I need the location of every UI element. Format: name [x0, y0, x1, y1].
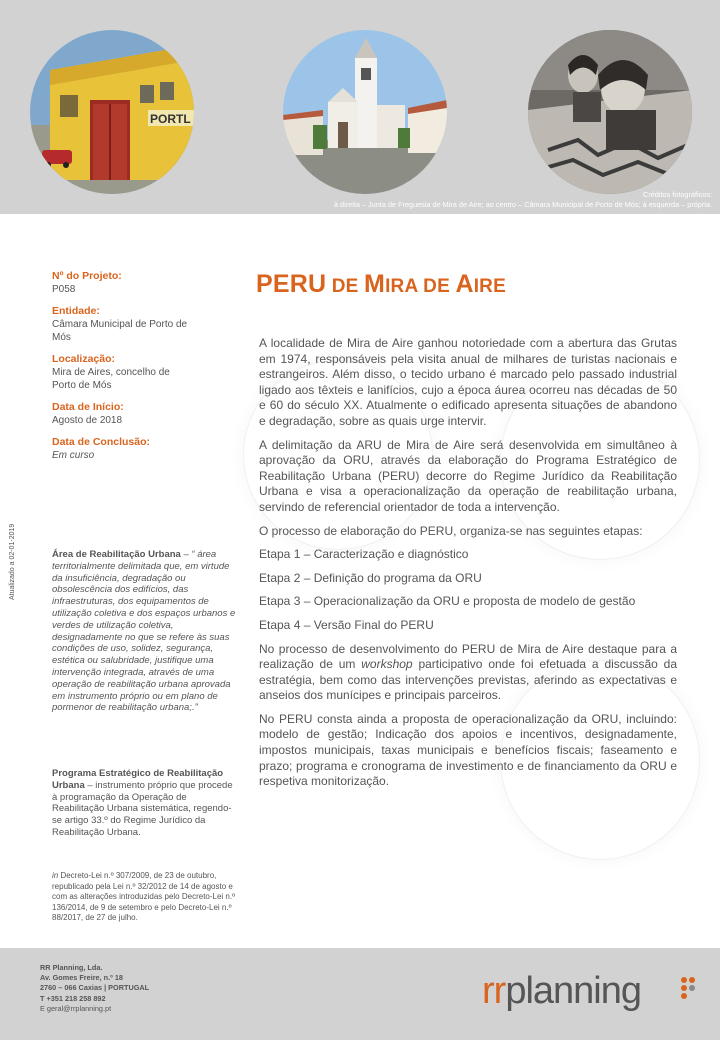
legal-reference	[52, 871, 237, 924]
project-number-value: P058	[52, 284, 76, 295]
header-photo-band	[0, 0, 720, 214]
stage-3: Etapa 3 – Operacionalização da ORU e proposta de modelo de gestão	[259, 594, 636, 609]
footer	[0, 948, 720, 1040]
peru-title: Programa Estratégico de Reabilitação Urbana	[52, 768, 224, 791]
title-part: M	[364, 270, 386, 298]
end-date-value: Em curso	[52, 450, 95, 461]
project-meta	[52, 270, 237, 462]
process-paragraph: O processo de elaboração do PERU, organiza-se nas seguintes etapas:	[259, 523, 643, 538]
aru-text: – “ área territorialmente delimitada que, em virtude da insuficiência, degradação ou obsolescência dos edifícios, das infraestruturas, dos equipamentos de utilização coletiva e dos espaços urbanos e verdes de utilização coletiva, designadamente no que se refere às suas condições de uso, solidez, segurança, estética ou salubridade, justifique uma intervenção integrada, através de uma operação de reabilitação urbana aprovada em instrumento próprio ou em plano de pormenor de reabilitação urbana;.”	[52, 549, 236, 714]
location-value-line2: Porto de Mós	[52, 380, 112, 391]
peru-text: – instrumento próprio que procede à programação da Operação de Reabilitação Urbana sistemática, regendo-se artigo 33.º do Regime Jurídico da Reabilitação Urbana.	[52, 779, 233, 838]
building-photo	[30, 30, 194, 194]
legal-text: Decreto-Lei n.º 307/2009, de 23 de outubro, republicado pela Lei n.º 32/2012 de 14 de agosto e com as alterações introduzidas pelo Decreto-Lei n.º 136/2014, de 9 de setembro e pelo Decreto-Lei n.º 88/2017, de 27 de julho.	[52, 871, 236, 923]
location-label: Localização:	[52, 353, 116, 365]
end-date-label: Data de Conclusão:	[52, 436, 151, 448]
credits-title: Créditos fotográficos:	[643, 190, 712, 199]
address-city: 2760 – 066 Caxias | PORTUGAL	[40, 983, 150, 993]
logo-dots-icon	[680, 976, 702, 1002]
phone: T +351 218 258 892	[40, 993, 106, 1003]
start-date-value: Agosto de 2018	[52, 415, 123, 426]
entity-value-line2: Mós	[52, 332, 71, 343]
peru-definition	[52, 768, 237, 839]
building-sign: PORTL	[150, 112, 191, 126]
title-part: A	[455, 270, 474, 298]
aru-paragraph: A delimitação da ARU de Mira de Aire será desenvolvida em simultâneo à aprovação da ORU, através da elaboração do Programa Estratégico de Reabilitação Urbana (PERU) decorre do Regime Jurídico da Reabilitação Urbana e visa a operacionalização da operação de reabilitação urbana, servindo de referencial orientador de toda a intervenção.	[259, 437, 677, 514]
entity-value-line1: Câmara Municipal de Porto de	[52, 319, 188, 330]
credits-text: à direita – Junta de Freguesia de Mira de Aire; ao centro – Câmara Municipal de Porto de Mós; à esquerda – própria.	[333, 200, 712, 209]
project-number-label: Nº do Projeto:	[52, 270, 122, 282]
logo-rr: rr	[482, 970, 506, 1012]
title-part: PERU	[256, 270, 327, 298]
photo-credits	[334, 190, 712, 210]
updated-date: Atualizado a 02-01-2019	[9, 523, 16, 600]
workshop-paragraph	[259, 642, 677, 704]
operational-paragraph: No PERU consta ainda a proposta de operacionalização da ORU, incluindo: modelo de gestão; Indicação dos apoios e incentivos, designadamente, impostos municipais, taxas municipais e benefícios fiscais; faseamento e prazo; programa e cronograma de investimento e de financiamento da ORU e respetiva monitorização.	[259, 711, 677, 789]
main-body	[259, 336, 677, 798]
weavers-photo	[528, 30, 692, 194]
workshop-text-a: No processo de desenvolvimento do PERU de Mira de Aire destaque para a realização de um	[259, 641, 677, 672]
title-part: DE	[326, 276, 365, 297]
workshop-italic: workshop	[361, 657, 413, 672]
rrplanning-logo	[482, 970, 641, 1013]
stage-1: Etapa 1 – Caracterização e diagnóstico	[259, 547, 469, 562]
entity-label: Entidade:	[52, 305, 100, 317]
location-value-line1: Mira de Aires, concelho de	[52, 367, 170, 378]
church-photo	[283, 30, 447, 194]
aru-definition	[52, 549, 237, 714]
intro-paragraph: A localidade de Mira de Aire ganhou notoriedade com a abertura das Grutas em 1974, responsáveis pela visita anual de milhares de turistas nacionais e estrangeiros. Além disso, o tecido urbano é marcado pelo passado industrial ligado aos têxteis e lanifícios, cujo a época áurea ocorreu nas décadas de 50 e 60 do século XX. Atualmente o edificado apresenta situações de abandono e degradação, sobre as quais urge intervir.	[259, 336, 677, 428]
logo-planning: planning	[505, 970, 641, 1012]
aru-title: Área de Reabilitação Urbana	[52, 549, 181, 560]
email[interactable]: E geral@rrplanning.pt	[40, 1003, 112, 1013]
title-part: IRE	[473, 276, 506, 297]
legal-in: in	[52, 871, 59, 880]
start-date-label: Data de Início:	[52, 401, 124, 413]
company-name: RR Planning, Lda.	[40, 963, 103, 972]
workshop-text-b: participativo onde foi efetuada a discussão da estratégia, bem como das intervenções previstas, aferindo as expectativas e anseios dos munícipes e principais parceiros.	[259, 657, 677, 703]
page-title	[256, 270, 506, 299]
title-part: IRA DE	[385, 276, 456, 297]
company-address	[40, 963, 149, 1014]
stage-4: Etapa 4 – Versão Final do PERU	[259, 617, 434, 632]
stage-2: Etapa 2 – Definição do programa da ORU	[259, 570, 482, 585]
address-street: Av. Gomes Freire, n.º 18	[40, 973, 123, 983]
